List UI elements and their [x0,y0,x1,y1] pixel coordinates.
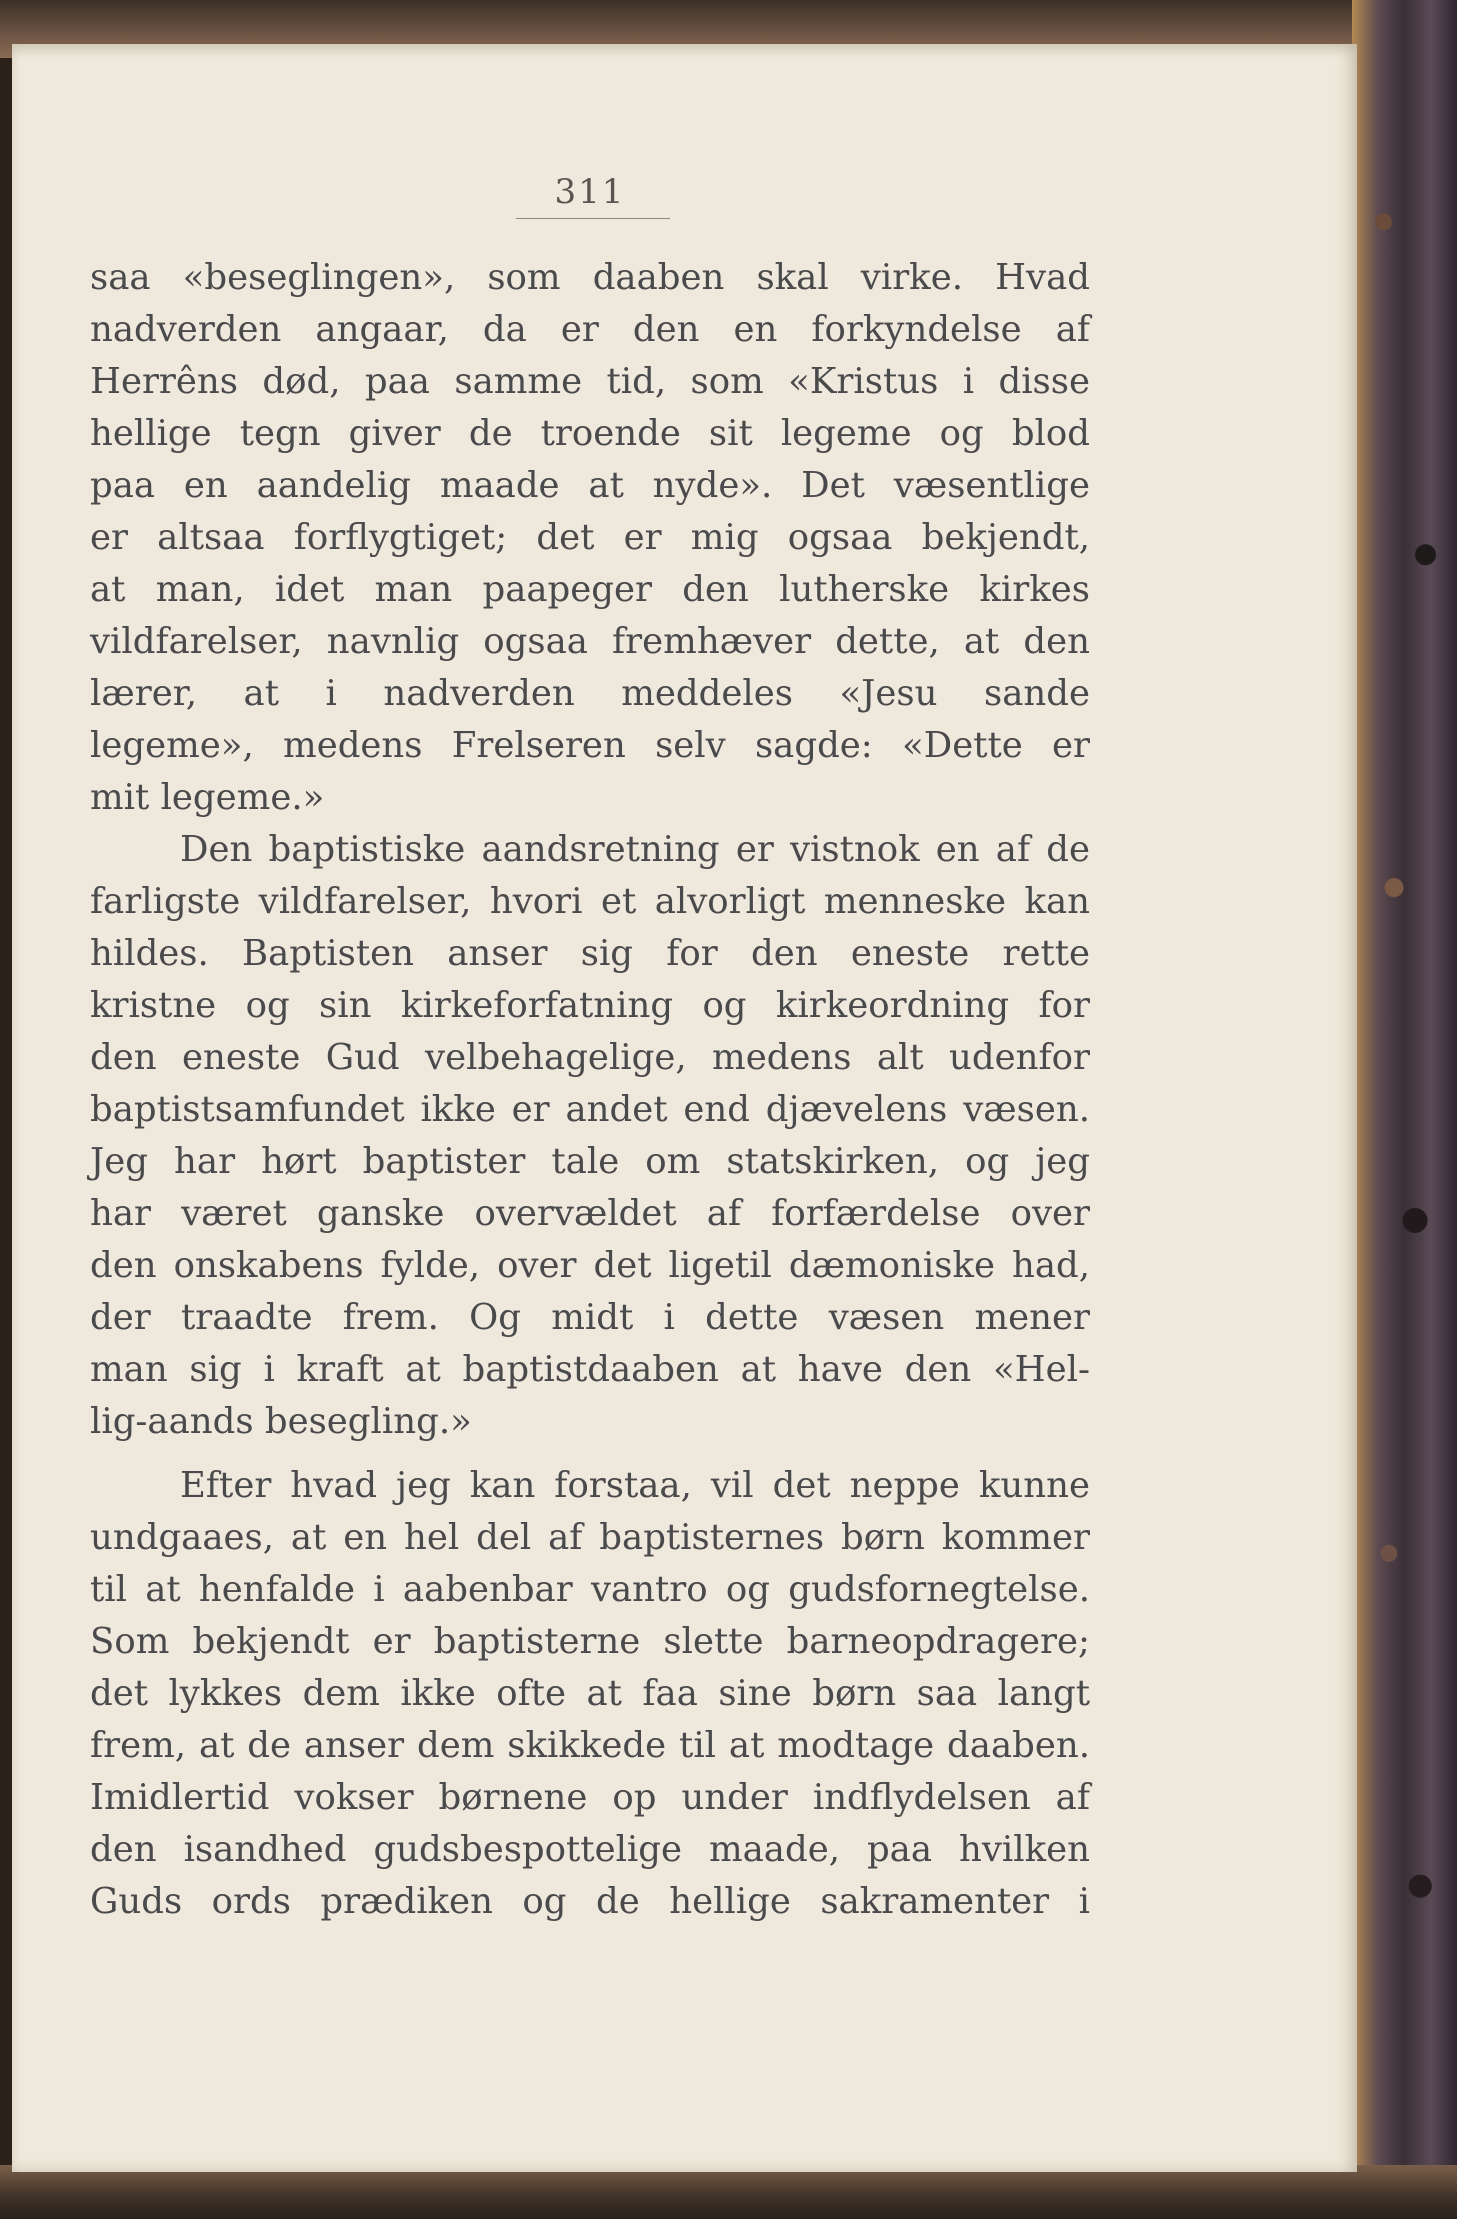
marbled-cover-edge [1352,0,1457,2219]
text-line-6: er altsaa forflygtiget; det er mig ogsaa bekjendt, [90,517,1090,558]
text-line-31: den isandhed gudsbespottelige maade, paa hvilken [90,1829,1090,1870]
book-bottom-edge [0,2165,1457,2219]
text-line-26: til at henfalde i aabenbar vantro og gudsfornegtelse. [90,1569,1090,1610]
text-line-12: Den baptistiske aandsretning er vistnok en af de [180,829,1090,870]
text-line-4: hellige tegn giver de troende sit legeme og blod [90,413,1090,454]
text-line-2: nadverden angaar, da er den en forkyndelse af [90,309,1090,350]
text-line-32: Guds ords prædiken og de hellige sakramenter i [90,1881,1090,1922]
text-line-11: mit legeme.» [90,777,325,818]
text-line-23: lig-aands besegling.» [90,1401,472,1442]
text-line-7: at man, idet man paapeger den lutherske kirkes [90,569,1090,610]
text-line-20: den onskabens fylde, over det ligetil dæmoniske had, [90,1245,1090,1286]
text-line-15: kristne og sin kirkeforfatning og kirkeordning for [90,985,1090,1026]
page-number: 311 [554,172,626,212]
text-line-1: saa «beseglingen», som daaben skal virke. Hvad [90,257,1090,298]
text-line-22: man sig i kraft at baptistdaaben at have den «Hel- [90,1349,1090,1390]
text-line-3: Herrêns død, paa samme tid, som «Kristus i disse [90,361,1090,402]
text-line-29: frem, at de anser dem skikkede til at modtage daaben. [90,1725,1090,1766]
text-line-21: der traadte frem. Og midt i dette væsen mener [90,1297,1090,1338]
text-line-9: lærer, at i nadverden meddeles «Jesu sande [90,673,1090,714]
text-line-24: Efter hvad jeg kan forstaa, vil det neppe kunne [180,1465,1090,1506]
text-line-30: Imidlertid vokser børnene op under indflydelsen af [90,1777,1090,1818]
text-line-13: farligste vildfarelser, hvori et alvorligt menneske kan [90,881,1090,922]
text-line-28: det lykkes dem ikke ofte at faa sine børn saa langt [90,1673,1090,1714]
text-line-27: Som bekjendt er baptisterne slette barneopdragere; [90,1621,1090,1662]
text-line-14: hildes. Baptisten anser sig for den eneste rette [90,933,1090,974]
text-line-8: vildfarelser, navnlig ogsaa fremhæver dette, at den [90,621,1090,662]
text-line-17: baptistsamfundet ikke er andet end djævelens væsen. [90,1089,1090,1130]
text-line-25: undgaaes, at en hel del af baptisternes børn kommer [90,1517,1090,1558]
text-line-19: har været ganske overvældet af forfærdelse over [90,1193,1090,1234]
text-line-5: paa en aandelig maade at nyde». Det væsentlige [90,465,1090,506]
text-line-10: legeme», medens Frelseren selv sagde: «Dette er [90,725,1090,766]
text-line-18: Jeg har hørt baptister tale om statskirken, og jeg [90,1141,1090,1182]
page-number-rule [516,218,670,219]
text-line-16: den eneste Gud velbehagelige, medens alt udenfor [90,1037,1090,1078]
